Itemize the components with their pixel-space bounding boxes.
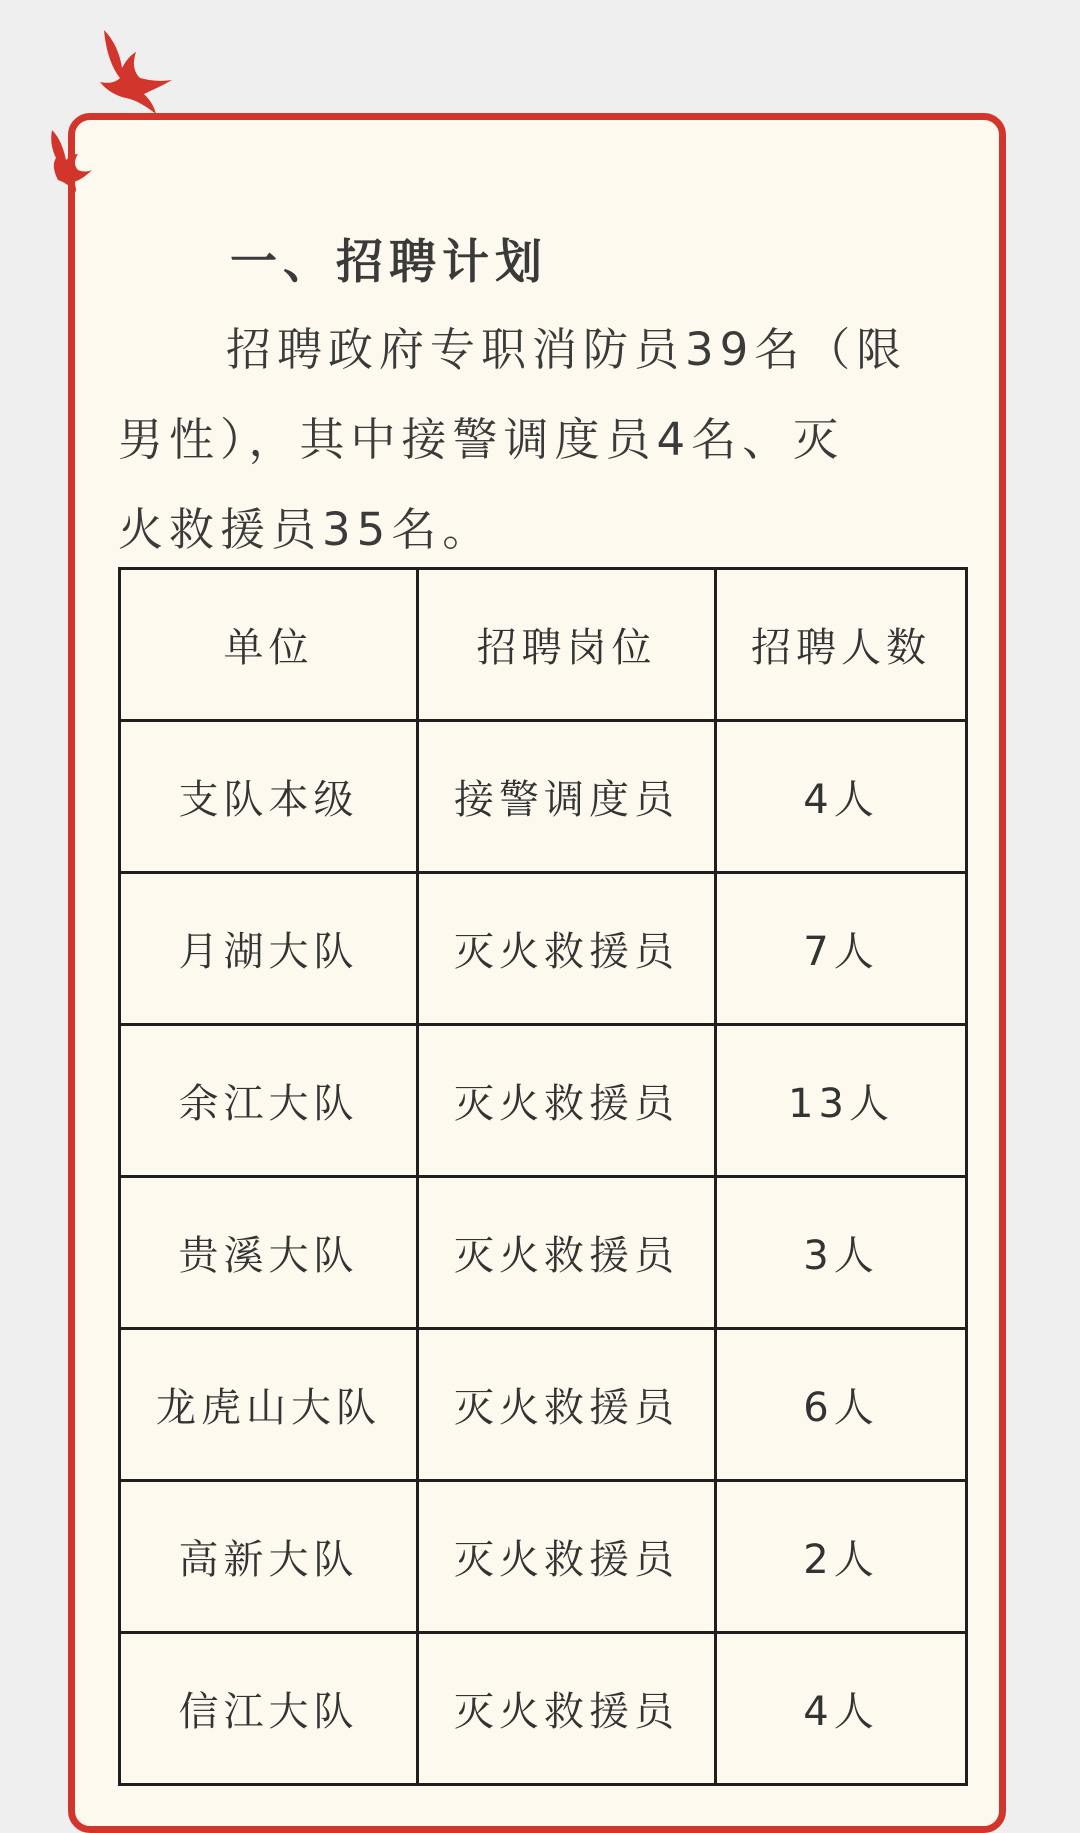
cell-unit: 信江大队 bbox=[120, 1633, 418, 1785]
cell-unit: 支队本级 bbox=[120, 721, 418, 873]
table-row bbox=[120, 721, 967, 873]
cell-count: 4人 bbox=[716, 721, 967, 873]
header-unit: 单位 bbox=[120, 569, 418, 721]
dove-icon bbox=[48, 128, 94, 192]
cell-position: 灭火救援员 bbox=[418, 1177, 716, 1329]
header-position: 招聘岗位 bbox=[418, 569, 716, 721]
cell-count: 6人 bbox=[716, 1329, 967, 1481]
table-row bbox=[120, 1329, 967, 1481]
cell-count: 13人 bbox=[716, 1025, 967, 1177]
cell-position: 灭火救援员 bbox=[418, 1329, 716, 1481]
table-row bbox=[120, 1481, 967, 1633]
cell-position: 灭火救援员 bbox=[418, 1025, 716, 1177]
recruitment-table bbox=[118, 567, 968, 1786]
cell-unit: 月湖大队 bbox=[120, 873, 418, 1025]
cell-count: 4人 bbox=[716, 1633, 967, 1785]
cell-count: 7人 bbox=[716, 873, 967, 1025]
cell-unit: 贵溪大队 bbox=[120, 1177, 418, 1329]
table-row bbox=[120, 1177, 967, 1329]
section-heading: 一、招聘计划 bbox=[230, 235, 548, 290]
cell-unit: 余江大队 bbox=[120, 1025, 418, 1177]
cell-position: 接警调度员 bbox=[418, 721, 716, 873]
header-count: 招聘人数 bbox=[716, 569, 967, 721]
table-header-row bbox=[120, 569, 967, 721]
intro-paragraph bbox=[118, 305, 963, 575]
cell-unit: 高新大队 bbox=[120, 1481, 418, 1633]
cell-count: 2人 bbox=[716, 1481, 967, 1633]
cell-position: 灭火救援员 bbox=[418, 873, 716, 1025]
table-row bbox=[120, 1025, 967, 1177]
dove-icon bbox=[92, 24, 182, 116]
table-row bbox=[120, 1633, 967, 1785]
cell-unit: 龙虎山大队 bbox=[120, 1329, 418, 1481]
paragraph-line: 招聘政府专职消防员39名（限 bbox=[226, 323, 908, 376]
paragraph-line: 火救援员35名。 bbox=[118, 503, 494, 556]
cell-position: 灭火救援员 bbox=[418, 1481, 716, 1633]
paragraph-line: 男性），其中接警调度员4名、灭 bbox=[118, 413, 845, 466]
cell-position: 灭火救援员 bbox=[418, 1633, 716, 1785]
cell-count: 3人 bbox=[716, 1177, 967, 1329]
table-row bbox=[120, 873, 967, 1025]
